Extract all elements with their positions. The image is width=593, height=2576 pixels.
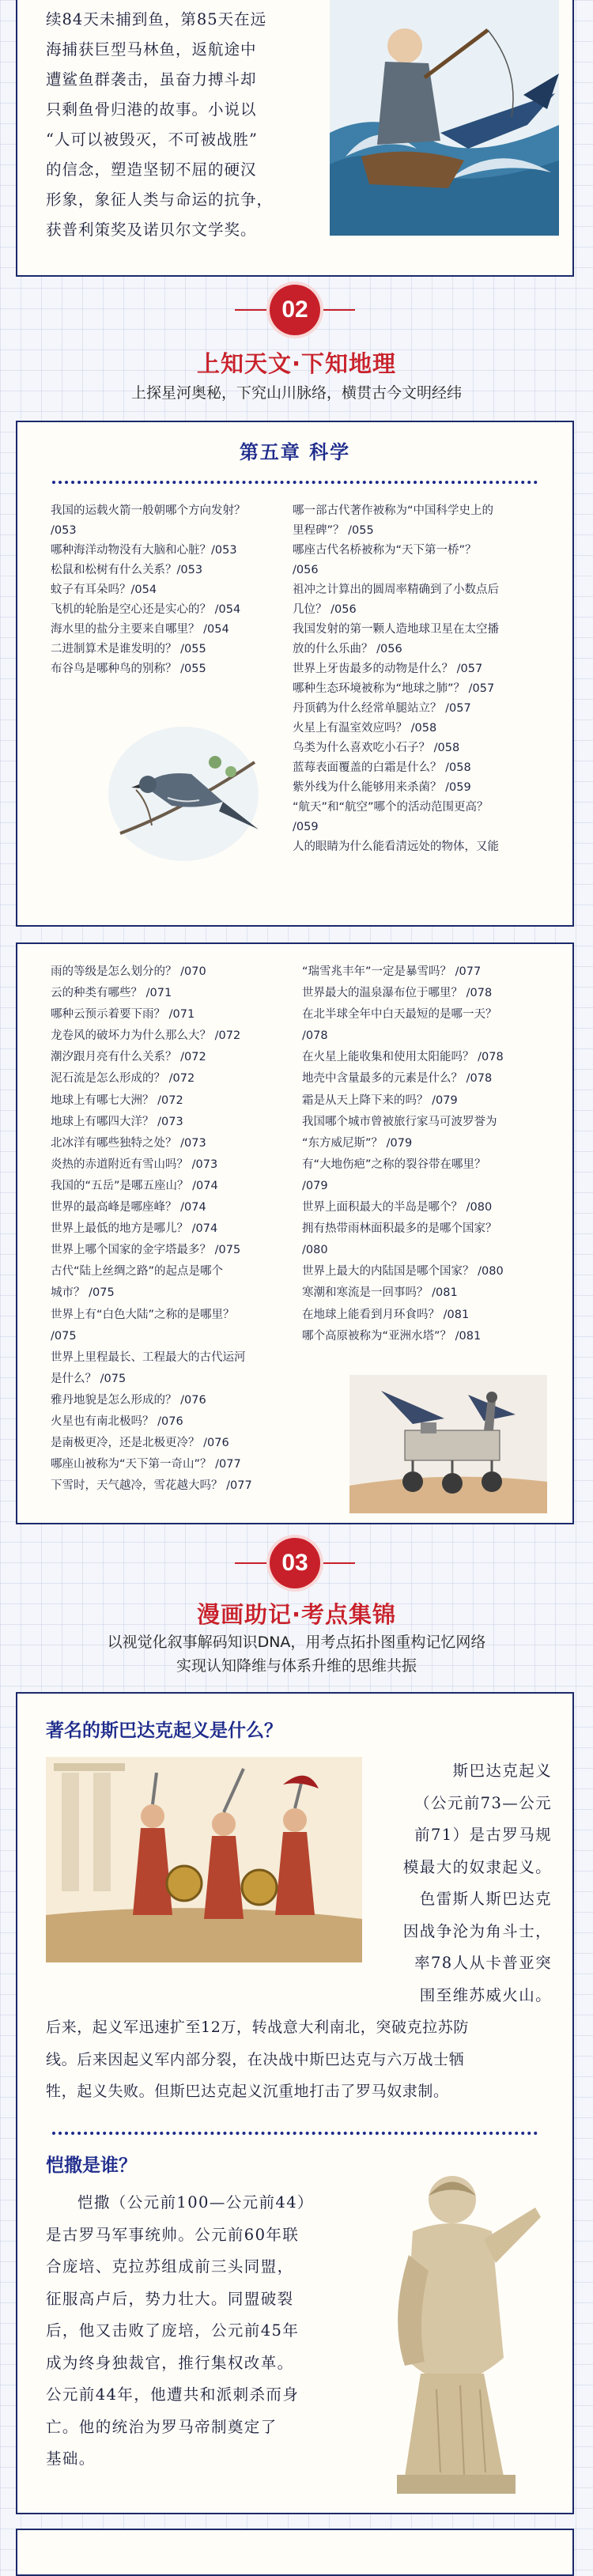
section-number-badge: 02 [270, 285, 320, 335]
toc-entry[interactable]: 里程碑”？ /055 [293, 524, 374, 537]
toc-left-column [51, 501, 304, 679]
next-card-top [16, 2529, 574, 2576]
toc-entry[interactable]: 哪种云预示着要下雨？ /071 [51, 1008, 195, 1022]
body-line: 后，他又击败了庞培，公元前45年 [46, 2321, 300, 2340]
toc-entry[interactable]: 潮汐跟月亮有什么关系？ /072 [51, 1051, 206, 1064]
toc-entry[interactable]: 世界的最高峰是哪座峰？ /074 [51, 1201, 206, 1214]
mars-rover-illustration [349, 1375, 547, 1513]
toc-entry[interactable]: 二进制算术是谁发明的？ /055 [51, 643, 206, 655]
body-line: 模最大的奴隶起义。 [402, 1857, 552, 1876]
body-line: 恺撒（公元前100—公元前44） [77, 2193, 314, 2212]
story-line: 形象，象征人类与命运的抗争， [46, 191, 274, 209]
toc-entry[interactable]: 地球上有哪四大洋？ /073 [51, 1115, 183, 1128]
toc-entry[interactable]: /078 [302, 1029, 328, 1043]
spartacus-question: 著名的斯巴达克起义是什么？ [46, 1720, 282, 1741]
body-line: 牲，起义失败。但斯巴达克起义沉重地打击了罗马奴隶制。 [46, 2083, 449, 2100]
toc-entry[interactable]: 哪座山被称为“天下第一奇山”？ /077 [51, 1458, 241, 1471]
toc-entry[interactable]: 有“大地伤疤”之称的裂谷带在哪里？ [302, 1158, 486, 1171]
spartacus-right-text [370, 1755, 552, 2011]
toc-entry[interactable]: 世界上哪个国家的金字塔最多？ /075 [51, 1244, 241, 1257]
toc-entry[interactable]: 是南极更冷，还是北极更冷？ /076 [51, 1437, 229, 1450]
toc-entry[interactable]: /079 [302, 1179, 328, 1192]
toc-entry[interactable]: 古代“陆上丝绸之路”的起点是哪个 [51, 1265, 224, 1279]
toc-entry[interactable]: 放的什么乐曲？ /056 [293, 643, 402, 655]
toc-entry[interactable]: 雅丹地貌是怎么形成的？ /076 [51, 1393, 206, 1407]
story-card [16, 0, 574, 277]
dotted-divider [52, 2132, 538, 2135]
toc-entry[interactable]: 北冰洋有哪些独特之处？ /073 [51, 1136, 206, 1150]
toc-entry[interactable]: 哪个高原被称为“亚洲水塔”？ /081 [302, 1329, 482, 1343]
body-line: 是古罗马军事统帅。公元前60年联 [46, 2225, 300, 2244]
dotted-divider [52, 481, 538, 484]
story-line: 的信念，塑造坚韧不屈的硬汉 [46, 161, 257, 179]
toc-entry[interactable]: 世界上面积最大的半岛是哪个？ /080 [302, 1201, 493, 1214]
caesar-question: 恺撒是谁？ [46, 2155, 137, 2176]
toc-entry[interactable]: 火星也有南北极吗？ /076 [51, 1415, 183, 1428]
toc-entry[interactable]: 哪一部古代著作被称为“中国科学史上的 [293, 504, 494, 517]
toc-entry[interactable]: 雨的等级是怎么划分的？ /070 [51, 965, 206, 978]
toc-entry[interactable]: “瑞雪兆丰年”一定是暴雪吗？ /077 [302, 965, 482, 978]
body-line: 前71）是古罗马规 [414, 1826, 552, 1844]
section-subtitle: 上探星河奥秘，下究山川脉络，横贯古今文明经纬 [130, 384, 462, 402]
body-line: 公元前44年，他遭共和派刺杀而身 [46, 2385, 300, 2404]
toc-entry[interactable]: 寒潮和寒流是一回事吗？ /081 [302, 1286, 458, 1300]
chapter-science-card [16, 421, 574, 927]
toc-entry[interactable]: 下雪时，天气越冷，雪花越大吗？ /077 [51, 1479, 252, 1493]
toc-entry[interactable]: /053 [51, 524, 77, 537]
toc-entry[interactable]: 几位？ /056 [293, 603, 357, 616]
body-line: 斯巴达克起义 [452, 1762, 552, 1780]
toc-entry[interactable]: 祖冲之计算出的圆周率精确到了小数点后 [293, 584, 499, 596]
toc-entry[interactable]: 哪种海洋动物没有大脑和心脏？/053 [51, 544, 237, 557]
toc-entry[interactable]: “东方威尼斯”？ /079 [302, 1136, 413, 1150]
body-line: 合庞培、克拉苏组成前三头同盟， [46, 2257, 294, 2276]
toc-entry[interactable]: 云的种类有哪些？ /071 [51, 987, 172, 1000]
toc-entry[interactable]: /075 [51, 1329, 77, 1343]
toc-entry[interactable]: 我国发射的第一颗人造地球卫星在太空播 [293, 623, 499, 636]
spartacus-illustration [46, 1757, 362, 1962]
body-line: 线。后来因起义军内部分裂，在决战中斯巴达克与六万战士牺 [46, 2050, 465, 2068]
toc-entry[interactable]: 火星上有温室效应吗？ /058 [293, 722, 437, 735]
story-line: 获普利策奖及诺贝尔文学奖。 [46, 221, 257, 239]
toc-entry[interactable]: 龙卷风的破坏力为什么那么大？ /072 [51, 1029, 241, 1043]
cuckoo-bird-illustration [104, 715, 263, 865]
story-line: 海捕获巨型马林鱼，返航途中 [46, 40, 257, 59]
toc-entry[interactable]: 哪种生态环境被称为“地球之肺”？ /057 [293, 682, 495, 695]
toc-entry[interactable]: 我国的运载火箭一般朝哪个方向发射？ [51, 504, 246, 517]
toc-entry[interactable]: 地球上有哪七大洲？ /072 [51, 1093, 183, 1107]
toc-right-column [302, 961, 555, 1347]
toc-entry[interactable]: 人的眼睛为什么能看清远处的物体，又能 [293, 840, 499, 853]
section-title: 漫画助记·考点集锦 [196, 1601, 397, 1628]
toc-entry[interactable]: /059 [293, 821, 319, 833]
body-line: 征服高卢后，势力壮大。同盟破裂 [46, 2289, 294, 2308]
story-line: “人可以被毁灭，不可被战胜” [46, 130, 258, 149]
toc-entry[interactable]: 乌类为什么喜欢吃小石子？ /058 [293, 742, 460, 754]
caesar-statue-illustration [365, 2160, 555, 2500]
body-line: 色雷斯人斯巴达克 [419, 1890, 552, 1908]
story-line: 续84天未捕到鱼，第85天在远 [46, 10, 267, 28]
toc-right-column [293, 501, 553, 857]
body-line: 因战争沦为角斗士， [402, 1921, 552, 1940]
toc-entry[interactable]: 世界上最低的地方是哪儿？ /074 [51, 1222, 218, 1236]
toc-entry[interactable]: 飞机的轮胎是空心还是实心的？ /054 [51, 603, 241, 616]
toc-entry[interactable]: /056 [293, 564, 319, 576]
old-man-fishing-illustration [330, 0, 559, 236]
toc-entry[interactable]: 紫外线为什么能够用来杀菌？ /059 [293, 781, 471, 794]
toc-entry[interactable]: 在北半球全年中白天最短的是哪一天？ [302, 1008, 497, 1022]
toc-entry[interactable]: 布谷鸟是哪种鸟的别称？ /055 [51, 663, 206, 675]
toc-entry[interactable]: 世界上有“白色大陆”之称的是哪里？ [51, 1308, 235, 1321]
story-text [46, 5, 307, 245]
chapter-geography-card [16, 942, 574, 1524]
toc-entry[interactable]: 我国哪个城市曾被旅行家马可波罗誉为 [302, 1115, 497, 1128]
toc-entry[interactable]: 城市？ /075 [51, 1286, 115, 1300]
chapter-title: 第五章 科学 [239, 441, 351, 463]
story-line: 遭鲨鱼群袭击，虽奋力搏斗却 [46, 70, 257, 89]
toc-entry[interactable]: 哪座古代名桥被称为“天下第一桥”？ [293, 544, 477, 557]
body-line: 基础。 [46, 2449, 96, 2468]
toc-left-column [51, 961, 304, 1497]
body-line: 后来，起义军迅速扩至12万，转战意大利南北，突破克拉苏防 [46, 2019, 469, 2036]
toc-entry[interactable]: 松鼠和松树有什么关系？/053 [51, 564, 203, 576]
toc-entry[interactable]: 地壳中含量最多的元素是什么？ /078 [302, 1072, 493, 1086]
toc-entry[interactable]: 炎热的赤道附近有雪山吗？ /073 [51, 1158, 218, 1171]
toc-entry[interactable]: 丹顶鹤为什么经常单腿站立？ /057 [293, 702, 471, 715]
toc-entry[interactable]: 世界上里程最长、工程最大的古代运河 [51, 1350, 246, 1364]
caesar-text [46, 2187, 362, 2476]
toc-entry[interactable]: 是什么？ /075 [51, 1372, 127, 1385]
toc-entry[interactable]: 霜是从天上降下来的吗？ /079 [302, 1093, 458, 1107]
section-subtitle: 以视觉化叙事解码知识DNA，用考点拓扑图重构记忆网络 [107, 1634, 486, 1651]
toc-entry[interactable]: 我国的“五岳”是哪五座山？ /074 [51, 1179, 218, 1192]
toc-entry[interactable]: 在地球上能看到月环食吗？ /081 [302, 1308, 470, 1321]
toc-entry[interactable]: 世界上牙齿最多的动物是什么？ /057 [293, 663, 483, 675]
body-line: （公元前73—公元 [414, 1793, 552, 1812]
toc-entry[interactable]: 蚊子有耳朵吗？/054 [51, 584, 157, 596]
body-line: 率78人从卡普亚突 [414, 1954, 552, 1972]
toc-entry[interactable]: 蓝莓表面覆盖的白霜是什么？ /058 [293, 761, 471, 774]
comic-card [16, 1692, 574, 2514]
toc-entry[interactable]: 在火星上能收集和使用太阳能吗？ /078 [302, 1051, 504, 1064]
body-line: 成为终身独裁官，推行集权改革。 [46, 2353, 294, 2372]
toc-entry[interactable]: 拥有热带雨林面积最多的是哪个国家？ [302, 1222, 497, 1236]
toc-entry[interactable]: 世界最大的温泉瀑布位于哪里？ /078 [302, 987, 493, 1000]
toc-entry[interactable]: /080 [302, 1244, 328, 1257]
toc-entry[interactable]: “航天”和“航空”哪个的活动范围更高？ [293, 801, 489, 814]
spartacus-full-text [46, 2011, 552, 2108]
toc-entry[interactable]: 世界上最大的内陆国是哪个国家？ /080 [302, 1265, 504, 1279]
toc-entry[interactable]: 泥石流是怎么形成的？ /072 [51, 1072, 195, 1086]
story-line: 只剩鱼骨归港的故事。小说以 [46, 100, 257, 119]
section-subtitle: 实现认知降维与体系升维的思维共振 [176, 1657, 417, 1675]
body-line: 亡。他的统治为罗马帝制奠定了 [46, 2417, 278, 2436]
body-line: 围至维苏威火山。 [419, 1985, 552, 2004]
section-number-badge: 03 [270, 1538, 320, 1588]
section-title: 上知天文·下知地理 [196, 350, 397, 377]
toc-entry[interactable]: 海水里的盐分主要来自哪里？ /054 [51, 623, 229, 636]
